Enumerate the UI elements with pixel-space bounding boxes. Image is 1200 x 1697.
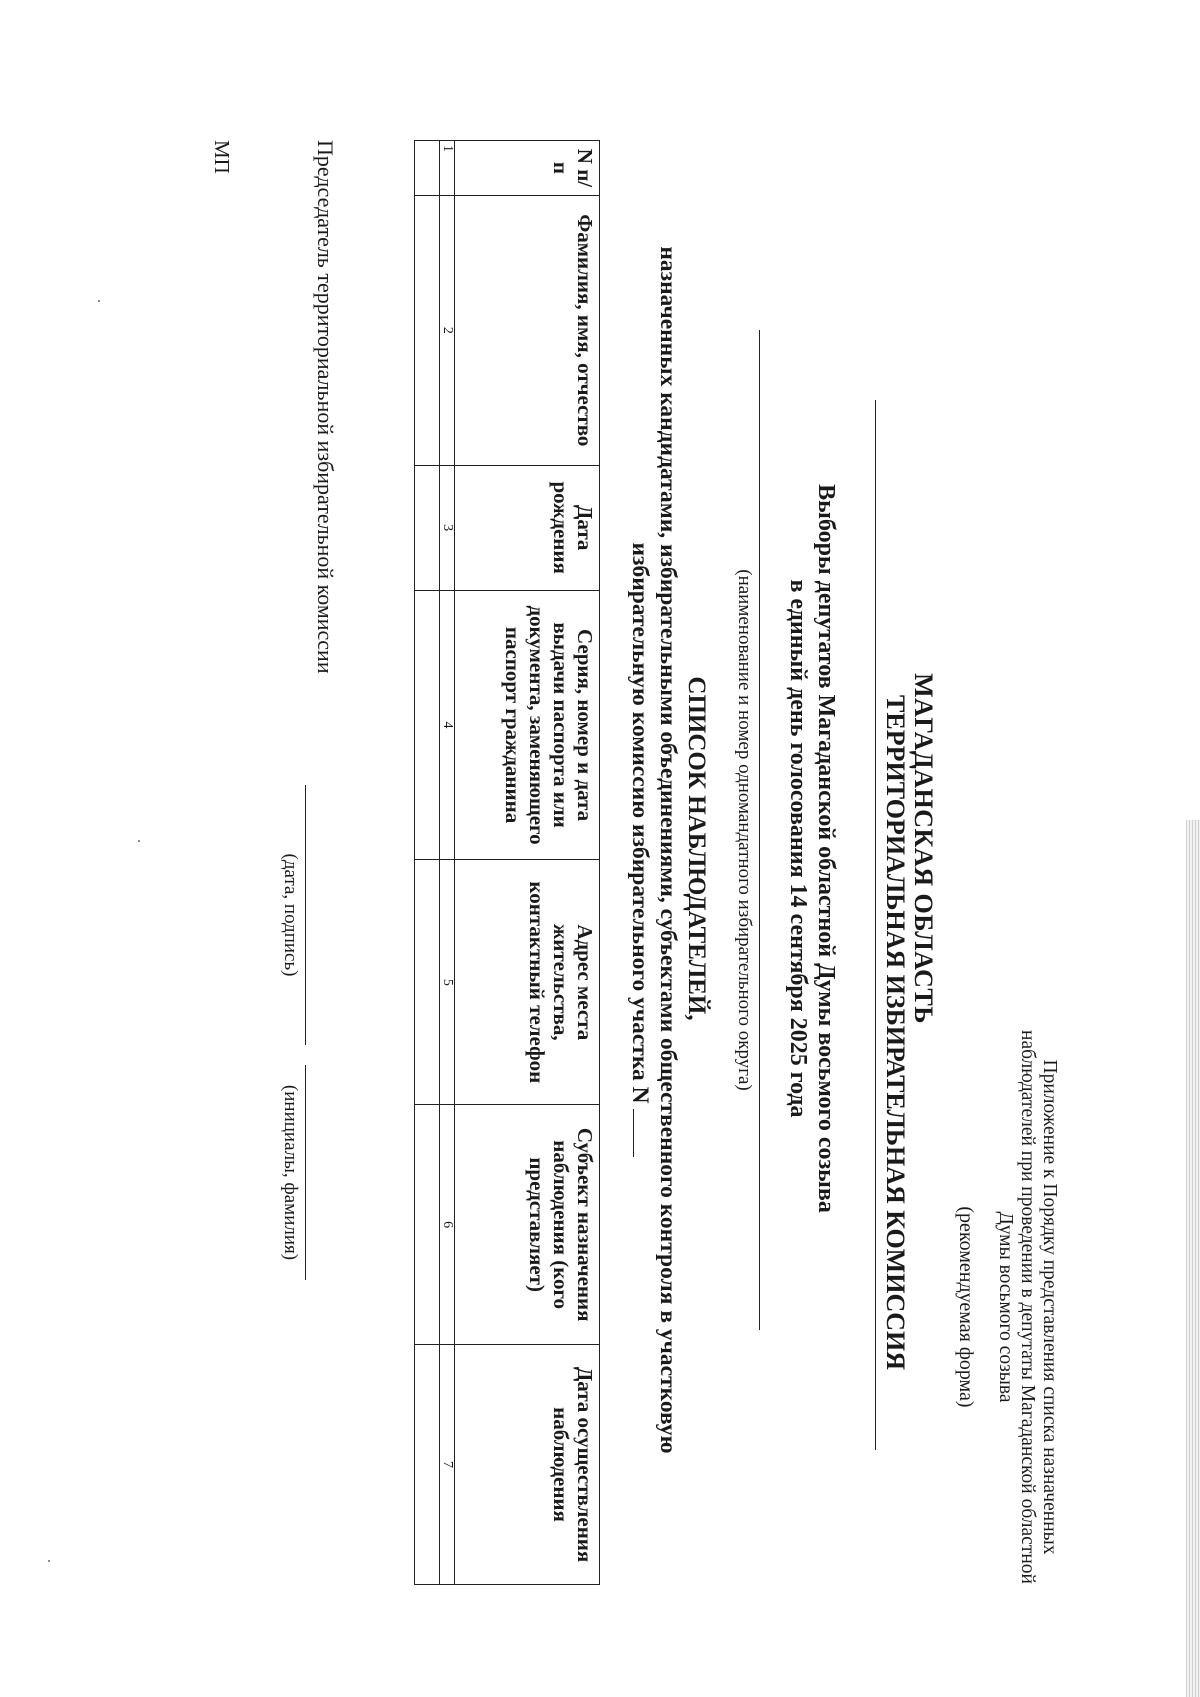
appendix-line: наблюдателей при проведении в депутаты [1017,1030,1038,1380]
header-passport: Серия, номер и дата выдачи паспорта или документа, заменяющего паспорт гражданина [455,590,600,860]
column-number: 2 [440,195,455,465]
header-address: Адрес места жительства, контактный телефон [455,860,600,1105]
table-cell [415,141,440,196]
column-number: 6 [440,1105,455,1345]
elections-heading [784,0,840,1697]
table-cell [415,195,440,465]
header-birth-date: Дата рождения [455,465,600,590]
column-number: 4 [440,590,455,860]
seal-mark: МП [210,140,234,174]
table-header-row [455,141,600,1585]
table-row [415,141,440,1585]
table-number-row [440,141,455,1585]
table-cell [415,1345,440,1585]
table-cell [415,590,440,860]
table-cell [415,465,440,590]
district-field: (наименование и номер одномандатного избирательного округа) [733,330,760,1330]
scan-speck [138,840,140,842]
column-number: 5 [440,860,455,1105]
table-cell [415,1105,440,1345]
list-subtitle [626,130,682,1570]
commission-title: ТЕРРИТОРИАЛЬНАЯ ИЗБИРАТЕЛЬНАЯ КОМИССИЯ [875,400,910,1450]
date-signature-field: (дата, подпись) [279,785,306,1045]
column-number: 3 [440,465,455,590]
elections-line-2: в единый день голосования 14 сентября 2025 года [785,579,811,1118]
region-title: МАГАДАНСКАЯ ОБЛАСТЬ [909,673,938,1024]
list-subtitle-line-2 [626,130,654,1570]
appendix-line: Магаданской областной Думы восьмого созыва [995,1211,1038,1584]
observers-table [414,140,600,1585]
appendix-line: к Порядку представления списка назначенных [1039,1169,1060,1555]
header-observation-date: Дата осуществления наблюдения [455,1345,600,1585]
column-number: 7 [440,1345,455,1585]
elections-line-1: Выборы депутатов Магаданской областной Думы восьмого созыва [813,484,839,1213]
header-full-name: Фамилия, имя, отчество [455,195,600,465]
header-subject: Субъект назначения наблюдения (кого представляет) [455,1105,600,1345]
appendix-line: Приложение [1039,1059,1060,1165]
list-subtitle-line-1: назначенных кандидатами, избирательными объединениями, субъектами общественного контроля в участковую [655,246,681,1454]
initials-surname-field: (инициалы, фамилия) [279,1065,306,1280]
table-cell [415,860,440,1105]
list-title: СПИСОК НАБЛЮДАТЕЛЕЙ, [683,676,710,1021]
scan-speck [48,1560,50,1562]
chair-label: Председатель территориальной избирательной комиссии [313,140,338,674]
appendix-note [994,1027,1060,1587]
precinct-number-blank [633,1109,652,1157]
recommended-form-note: (рекомендуемая форма) [955,1206,977,1408]
precinct-label: избирательную комиссию избирательного участка N [627,542,653,1104]
column-number: 1 [440,141,455,196]
header-number: N п/п [455,141,600,196]
scan-speck [98,300,100,302]
